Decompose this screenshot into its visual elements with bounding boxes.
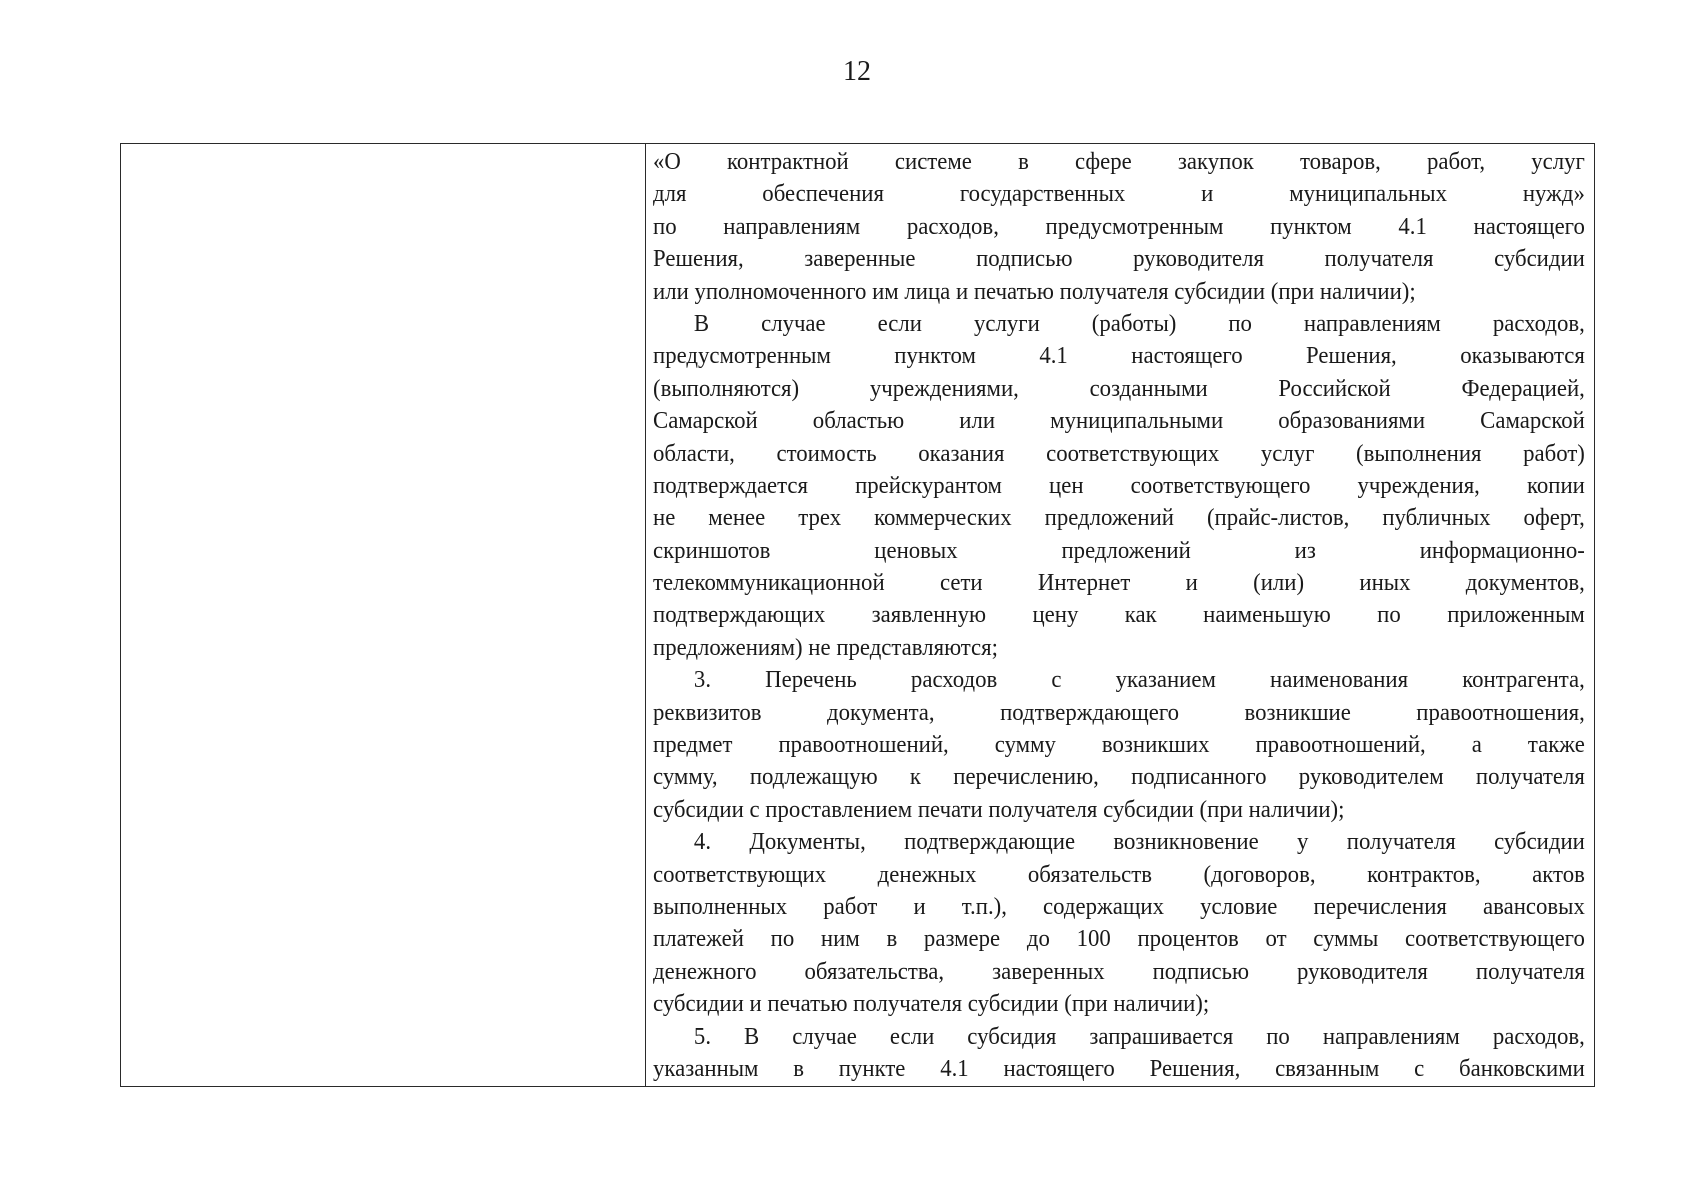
text-line: В случае если услуги (работы) по направлениям расходов, (693, 309, 1585, 337)
table-left-cell (121, 144, 646, 1086)
text-line: 3. Перечень расходов с указанием наименования контрагента, (693, 666, 1585, 694)
text-line: «О контрактной системе в сфере закупок товаров, работ, услуг (653, 148, 1585, 175)
document-table (120, 143, 1595, 1087)
text-line: 4. Документы, подтверждающие возникновение у получателя субсидии (693, 828, 1585, 856)
text-line: указанным в пункте 4.1 настоящего Решения, связанным с банковскими (653, 1054, 1585, 1082)
text-line: реквизитов документа, подтверждающего возникшие правоотношения, (653, 698, 1585, 726)
text-line: подтверждается прейскурантом цен соответствующего учреждения, копии (653, 471, 1585, 499)
text-line: телекоммуникационной сети Интернет и (или) иных документов, (653, 569, 1585, 597)
text-line: предложениям) не представляются; (653, 633, 998, 661)
text-line: для обеспечения государственных и муниципальных нужд» (653, 180, 1585, 208)
text-line: 5. В случае если субсидия запрашивается по направлениям расходов, (693, 1022, 1585, 1050)
text-line: по направлениям расходов, предусмотренным пунктом 4.1 настоящего (653, 212, 1585, 240)
text-line: субсидии с проставлением печати получателя субсидии (при наличии); (653, 795, 1345, 823)
table-right-cell (653, 146, 1585, 1085)
text-line: выполненных работ и т.п.), содержащих условие перечисления авансовых (653, 892, 1585, 920)
text-line: области, стоимость оказания соответствующих услуг (выполнения работ) (653, 439, 1585, 467)
text-line: платежей по ним в размере до 100 процентов от суммы соответствующего (653, 925, 1585, 953)
text-line: денежного обязательства, заверенных подписью руководителя получателя (653, 957, 1585, 985)
text-line: подтверждающих заявленную цену как наименьшую по приложенным (653, 601, 1585, 629)
text-line: не менее трех коммерческих предложений (прайс-листов, публичных оферт, (653, 504, 1585, 532)
text-line: или уполномоченного им лица и печатью получателя субсидии (при наличии); (653, 277, 1416, 305)
text-line: соответствующих денежных обязательств (договоров, контрактов, актов (653, 860, 1585, 888)
text-line: Самарской областью или муниципальными образованиями Самарской (653, 407, 1585, 435)
text-line: сумму, подлежащую к перечислению, подписанного руководителем получателя (653, 763, 1585, 791)
text-line: скриншотов ценовых предложений из информационно- (653, 536, 1585, 564)
text-line: субсидии и печатью получателя субсидии (при наличии); (653, 990, 1210, 1018)
text-line: (выполняются) учреждениями, созданными Российской Федерацией, (653, 374, 1585, 402)
page-number: 12 (843, 56, 871, 87)
text-line: предусмотренным пунктом 4.1 настоящего Решения, оказываются (653, 342, 1585, 370)
text-line: предмет правоотношений, сумму возникших правоотношений, а также (653, 731, 1585, 759)
text-line: Решения, заверенные подписью руководителя получателя субсидии (653, 245, 1585, 273)
